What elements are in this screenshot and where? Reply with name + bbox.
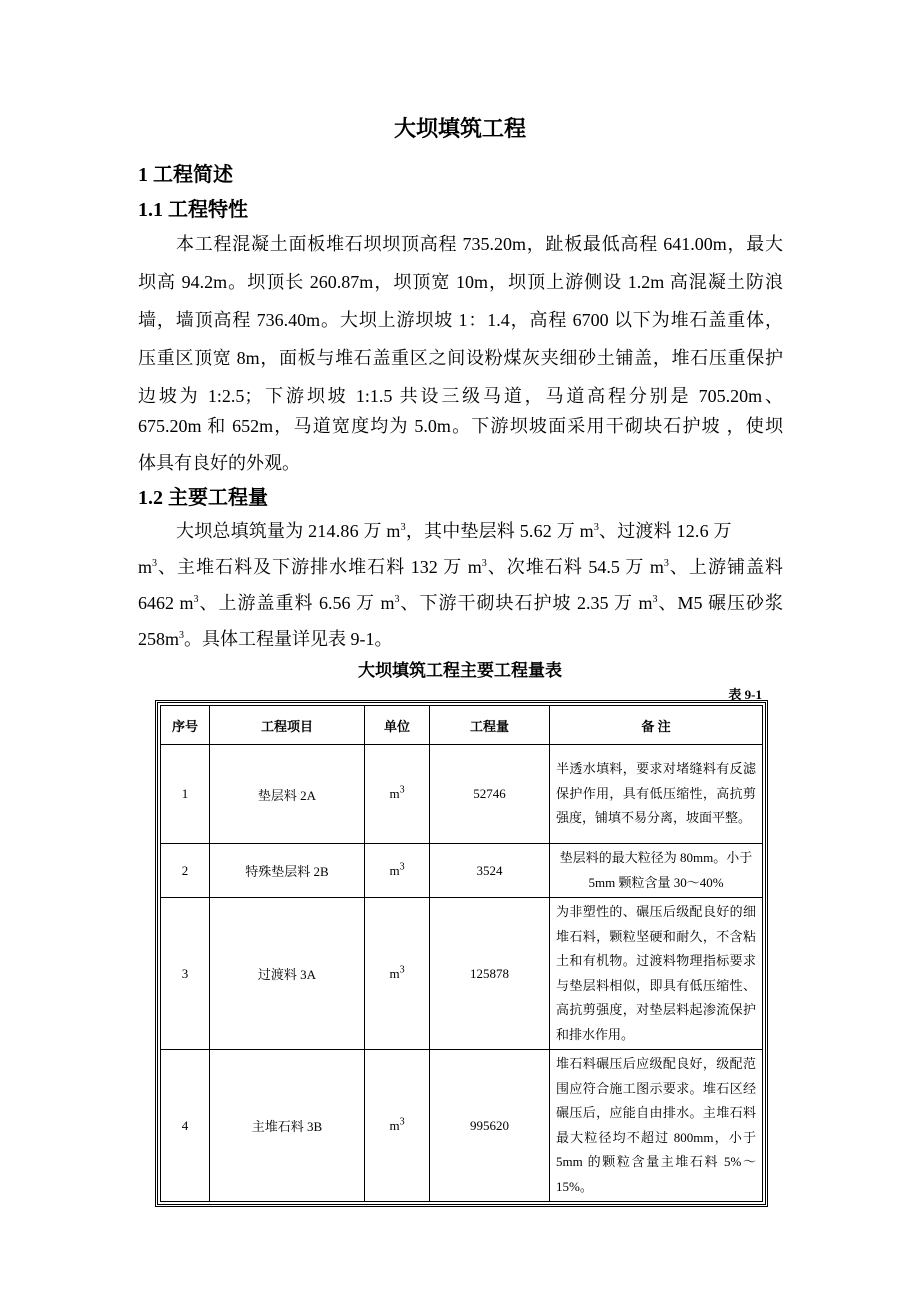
table-row: [161, 745, 763, 844]
cell-qty: 3524: [430, 844, 550, 898]
table-number: 表 9-1: [728, 687, 762, 702]
cell-qty: 52746: [430, 745, 550, 844]
cell-unit: $m^3$: [365, 898, 430, 1050]
cell-item: 垫层料 2A: [210, 745, 365, 844]
cell-note: 垫层料的最大粒径为 80mm。小于 5mm 颗粒含量 30～40%: [550, 844, 763, 898]
section-heading-1: 1 工程简述: [138, 164, 233, 186]
paragraph-line: 坝高 94.2m。坝顶长 260.87m，坝顶宽 10m，坝顶上游侧设 1.2m 高混凝土防浪: [138, 272, 783, 292]
paragraph-line: 本工程混凝土面板堆石坝坝顶高程 735.20m，趾板最低高程 641.00m，最大: [176, 234, 783, 254]
section-heading-1-2: 1.2 主要工程量: [138, 487, 268, 509]
header-note: 备 注: [550, 706, 763, 745]
header-qty: 工程量: [430, 706, 550, 745]
paragraph-line: 大坝总填筑量为 214.86 万 $m^3$，其中垫层料 5.62 万 $m^3$、过渡料 12.6 万: [176, 521, 732, 541]
cell-note: 为非塑性的、碾压后级配良好的细堆石料，颗粒坚硬和耐久，不含粘土和有机物。过渡料物理指标要求与垫层料相似，即具有低压缩性、高抗剪强度，对垫层料起渗流保护和排水作用。: [550, 898, 763, 1050]
paragraph-line: 体具有良好的外观。: [138, 453, 300, 473]
table-row: [161, 1050, 763, 1202]
cell-item: 主堆石料 3B: [210, 1050, 365, 1202]
paragraph-line: 压重区顶宽 8m，面板与堆石盖重区之间设粉煤灰夹细砂土铺盖，堆石压重保护: [138, 348, 783, 368]
quantity-table: [155, 700, 768, 1207]
section-heading-1-1: 1.1 工程特性: [138, 199, 248, 221]
header-item: 工程项目: [210, 706, 365, 745]
cell-no: 1: [161, 745, 210, 844]
cell-item: 特殊垫层料 2B: [210, 844, 365, 898]
header-unit: 单位: [365, 706, 430, 745]
cell-no: 2: [161, 844, 210, 898]
cell-qty: 125878: [430, 898, 550, 1050]
table-row: [161, 898, 763, 1050]
paragraph-line: 675.20m 和 652m，马道宽度均为 5.0m。下游坝坡面采用干砌块石护坡 ，使坝: [138, 416, 783, 436]
paragraph-line: $m^3$、主堆石料及下游排水堆石料 132 万 $m^3$、次堆石料 54.5 万 $m^3$、上游铺盖料: [138, 557, 783, 577]
cell-no: 3: [161, 898, 210, 1050]
cell-note: 半透水填料，要求对堵缝料有反滤保护作用，具有低压缩性，高抗剪强度，铺填不易分离，坡面平整。: [550, 745, 763, 844]
paragraph-line: 边坡为 1:2.5；下游坝坡 1:1.5 共设三级马道，马道高程分别是 705.20m、: [138, 386, 783, 406]
cell-qty: 995620: [430, 1050, 550, 1202]
cell-note: 堆石料碾压后应级配良好，级配范围应符合施工图示要求。堆石区经碾压后，应能自由排水。主堆石料最大粒径均不超过 800mm，小于 5mm 的颗粒含量主堆石料 5%～15%。: [550, 1050, 763, 1202]
cell-unit: $m^3$: [365, 1050, 430, 1202]
header-no: 序号: [161, 706, 210, 745]
cell-unit: $m^3$: [365, 745, 430, 844]
document-title: 大坝填筑工程: [393, 116, 526, 141]
cell-unit: $m^3$: [365, 844, 430, 898]
paragraph-line: $258m^3$。具体工程量详见表 9-1。: [138, 629, 393, 649]
cell-no: 4: [161, 1050, 210, 1202]
cell-item: 过渡料 3A: [210, 898, 365, 1050]
paragraph-line: 6462 $m^3$、上游盖重料 6.56 万 $m^3$、下游干砌块石护坡 2.35 万 $m^3$、M5 碾压砂浆: [138, 593, 783, 613]
table-header-row: [161, 706, 763, 745]
paragraph-line: 墙，墙顶高程 736.40m。大坝上游坝坡 1：1.4，高程 6700 以下为堆石盖重体，: [138, 310, 783, 330]
table-title: 大坝填筑工程主要工程量表: [358, 661, 562, 680]
table-row: [161, 844, 763, 898]
